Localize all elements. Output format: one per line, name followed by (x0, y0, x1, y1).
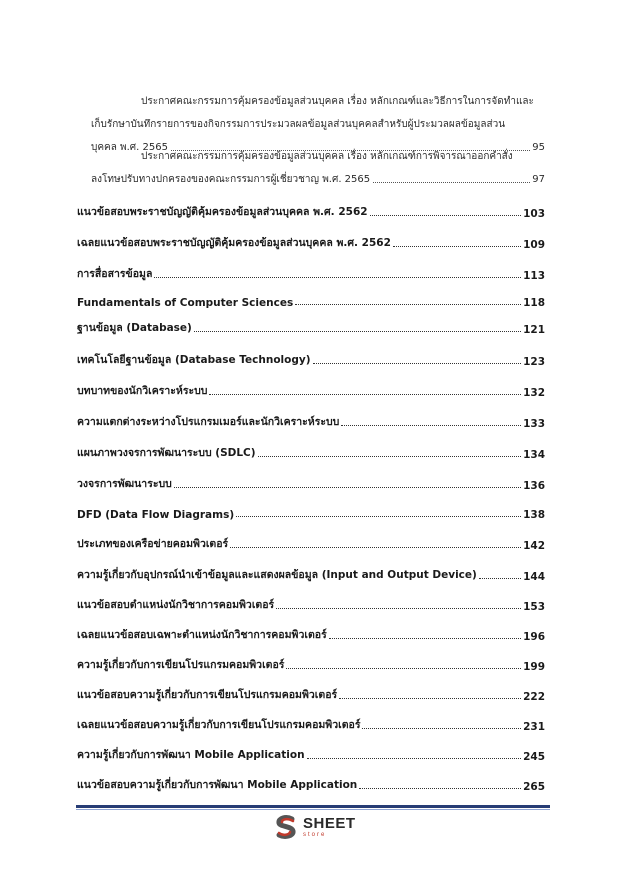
entry-title: ความรู้เกี่ยวกับอุปกรณ์นำเข้าข้อมูลและแสดงผลข้อมูล (Input and Output Device) (77, 569, 477, 581)
dot-leader (359, 788, 521, 789)
page-number: 231 (523, 721, 545, 733)
toc-entry[interactable] (77, 597, 545, 613)
toc-subentry (91, 149, 545, 187)
entry-title: ฐานข้อมูล (Database) (77, 322, 192, 334)
footer-rule (76, 805, 550, 808)
toc-entry[interactable] (77, 235, 545, 251)
toc-entry[interactable] (77, 414, 545, 430)
page-number: 265 (523, 781, 545, 793)
dot-leader (209, 394, 521, 395)
page-number: 136 (523, 480, 545, 492)
page-number: 97 (532, 174, 545, 185)
page-number: 196 (523, 631, 545, 643)
dot-leader (373, 182, 530, 183)
toc-entry[interactable] (77, 687, 545, 703)
dot-leader (341, 425, 521, 426)
dot-leader (236, 516, 521, 517)
toc-entry[interactable] (77, 657, 545, 673)
toc-entry[interactable] (77, 445, 545, 461)
dot-leader (194, 331, 521, 332)
subentry-line: บุคคล พ.ศ. 2565 (91, 142, 168, 153)
footer-rule-thin (76, 809, 550, 810)
page-number: 121 (523, 324, 545, 336)
entry-title: แนวข้อสอบความรู้เกี่ยวกับการพัฒนา Mobile Application (77, 779, 358, 791)
page-number: 222 (523, 691, 545, 703)
dot-leader (295, 304, 521, 305)
subentry-line: ลงโทษปรับทางปกครองของคณะกรรมการผู้เชี่ยวชาญ พ.ศ. 2565 (91, 174, 371, 185)
page-number: 138 (523, 509, 545, 521)
entry-title: ความแตกต่างระหว่างโปรแกรมเมอร์และนักวิเคราะห์ระบบ (77, 416, 340, 428)
entry-title: บทบาทของนักวิเคราะห์ระบบ (77, 385, 208, 397)
toc-entry[interactable] (77, 293, 545, 309)
entry-title: ความรู้เกี่ยวกับการพัฒนา Mobile Application (77, 749, 305, 761)
entry-title: Fundamentals of Computer Sciences (77, 297, 294, 309)
toc-entry[interactable] (77, 204, 545, 220)
entry-title: แนวข้อสอบพระราชบัญญัติคุ้มครองข้อมูลส่วนบุคคล พ.ศ. 2562 (77, 206, 368, 218)
entry-title: เฉลยแนวข้อสอบความรู้เกี่ยวกับการเขียนโปรแกรมคอมพิวเตอร์ (77, 719, 361, 731)
logo-s-icon (272, 813, 300, 841)
toc-entry[interactable] (77, 320, 545, 336)
dot-leader (362, 728, 521, 729)
dot-leader (276, 608, 521, 609)
toc-entry[interactable] (77, 777, 545, 793)
subentry-line: ประกาศคณะกรรมการคุ้มครองข้อมูลส่วนบุคคล เรื่อง หลักเกณฑ์และวิธีการในการจัดทำและ (141, 96, 534, 107)
page-number: 95 (532, 142, 545, 153)
toc-entry[interactable] (77, 627, 545, 643)
toc-entry[interactable] (77, 747, 545, 763)
toc-entry[interactable] (77, 383, 545, 399)
page-number: 153 (523, 601, 545, 613)
dot-leader (393, 246, 521, 247)
dot-leader (174, 487, 521, 488)
dot-leader (313, 363, 522, 364)
entry-title: DFD (Data Flow Diagrams) (77, 509, 235, 521)
entry-title: เฉลยแนวข้อสอบพระราชบัญญัติคุ้มครองข้อมูลส่วนบุคคล พ.ศ. 2562 (77, 237, 391, 249)
page-number: 134 (523, 449, 545, 461)
entry-title: แนวข้อสอบตำแหน่งนักวิชาการคอมพิวเตอร์ (77, 599, 275, 611)
entry-title: ความรู้เกี่ยวกับการเขียนโปรแกรมคอมพิวเตอร์ (77, 659, 285, 671)
page-number: 133 (523, 418, 545, 430)
entry-title: เทคโนโลยีฐานข้อมูล (Database Technology) (77, 354, 311, 366)
dot-leader (307, 758, 522, 759)
page-number: 142 (523, 540, 545, 552)
dot-leader (258, 456, 522, 457)
entry-title: วงจรการพัฒนาระบบ (77, 478, 172, 490)
dot-leader (370, 215, 522, 216)
toc-entry[interactable] (77, 567, 545, 583)
dot-leader (154, 277, 521, 278)
page-number: 103 (523, 208, 545, 220)
entry-title: การสื่อสารข้อมูล (77, 268, 153, 280)
logo-wordmark: SHEET (303, 815, 356, 832)
toc-entry[interactable] (77, 266, 545, 282)
toc-entry[interactable] (77, 352, 545, 368)
entry-title: แนวข้อสอบความรู้เกี่ยวกับการเขียนโปรแกรมคอมพิวเตอร์ (77, 689, 338, 701)
page-number: 199 (523, 661, 545, 673)
subentry-line: เก็บรักษาบันทึกรายการของกิจกรรมการประมวลผลข้อมูลส่วนบุคคลสำหรับผู้ประมวลผลข้อมูลส่วน (91, 119, 506, 130)
dot-leader (286, 668, 521, 669)
entry-title: แผนภาพวงจรการพัฒนาระบบ (SDLC) (77, 447, 256, 459)
toc-entry[interactable] (77, 505, 545, 521)
toc-entry[interactable] (77, 476, 545, 492)
toc-entry[interactable] (77, 717, 545, 733)
page-number: 113 (523, 270, 545, 282)
page-number: 245 (523, 751, 545, 763)
sheet-store-logo (272, 812, 356, 842)
page-number: 123 (523, 356, 545, 368)
dot-leader (479, 578, 521, 579)
subentry-line: ประกาศคณะกรรมการคุ้มครองข้อมูลส่วนบุคคล เรื่อง หลักเกณฑ์การพิจารณาออกคำสั่ง (141, 151, 513, 162)
entry-title: ประเภทของเครือข่ายคอมพิวเตอร์ (77, 538, 229, 550)
page-number: 144 (523, 571, 545, 583)
dot-leader (339, 698, 521, 699)
toc-entry[interactable] (77, 536, 545, 552)
dot-leader (230, 547, 521, 548)
entry-title: เฉลยแนวข้อสอบเฉพาะตำแหน่งนักวิชาการคอมพิวเตอร์ (77, 629, 327, 641)
page-number: 132 (523, 387, 545, 399)
dot-leader (329, 638, 521, 639)
page-number: 109 (523, 239, 545, 251)
page-number: 118 (523, 297, 545, 309)
toc-subentry (91, 94, 545, 155)
logo-subtext: store (303, 832, 327, 838)
